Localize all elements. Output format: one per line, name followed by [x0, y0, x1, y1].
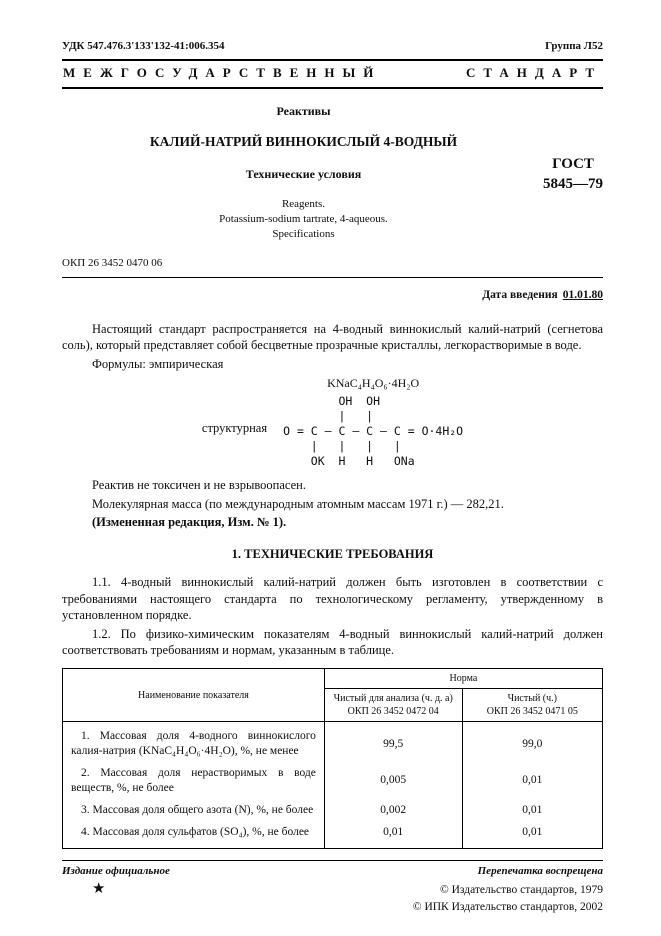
footer-bottom-row [62, 882, 603, 917]
structural-formula-line: OH OH [283, 394, 381, 409]
structural-formula-line: O = C — C — C — C = O·4H₂O [283, 424, 464, 439]
chemical-formula-block [202, 376, 463, 469]
structural-formula-line: | | | | [283, 439, 401, 454]
table-row [63, 763, 603, 800]
analysis-grade-title: Чистый для анализа (ч. д. а) [333, 693, 453, 705]
pure-grade-value: 0,01 [462, 763, 602, 800]
structural-formula-line: OK H H ONa [283, 454, 415, 469]
indicator-name: 4. Массовая доля сульфатов (SO₄), %, не более [63, 822, 325, 848]
date-label: Дата введения [482, 288, 558, 301]
gost-label: ГОСТ [552, 156, 594, 172]
table-row [63, 722, 603, 763]
banner-text: МЕЖГОСУДАРСТВЕННЫЙ СТАНДАРТ [63, 65, 602, 80]
introduction-date [62, 289, 603, 301]
pure-grade-value: 0,01 [462, 822, 602, 848]
pure-grade-title: Чистый (ч.) [507, 693, 557, 705]
copyright-block [413, 882, 603, 917]
clause-1-2: 1.2. По физико-химическим показателям 4-водный виннокислый калий-натрий должен соответствовать требованиям и нормам, указанным в таблице. [62, 626, 603, 658]
structural-formula-label: структурная [201, 421, 268, 436]
structural-formula-line: | | [283, 409, 374, 424]
analysis-grade-value: 0,005 [324, 763, 462, 800]
top-meta-row [62, 40, 603, 52]
english-title [62, 197, 545, 242]
udk-code: УДК 547.476.3'133'132-41:006.354 [62, 40, 225, 52]
pure-grade-value: 0,01 [462, 800, 602, 822]
column-header-name: Наименование показателя [63, 669, 325, 722]
date-value: 01.01.80 [562, 288, 603, 301]
indicator-name: 3. Массовая доля общего азота (N), %, не более [63, 800, 325, 822]
formula-drawing [283, 376, 463, 469]
copyright-2002: © ИПК Издательство стандартов, 2002 [412, 900, 603, 913]
table-row [63, 822, 603, 848]
footer-labels-row [62, 865, 603, 877]
table-row [63, 800, 603, 822]
english-title-line-3: Specifications [272, 227, 335, 240]
pure-grade-okp: ОКП 26 3452 0471 05 [486, 706, 578, 718]
analysis-grade-value: 99,5 [324, 722, 462, 763]
clause-1-1: 1.1. 4-водный виннокислый калий-натрий должен быть изготовлен в соответствии с требованиями настоящего стандарта по технологическому регламенту, утвержденному в установленном порядке. [62, 574, 603, 623]
star-icon: ★ [92, 880, 106, 897]
indicator-name: 1. Массовая доля 4-водного виннокислого калия-натрия (KNaC₄H₄O₆·4H₂O), %, не менее [63, 722, 325, 763]
column-header-norm: Норма [324, 669, 602, 689]
scope-paragraph: Настоящий стандарт распространяется на 4-водный виннокислый калий-натрий (сегнетова соль), который представляет собой бесцветные прозрачные кристаллы, легкорастворимые в воде. [62, 321, 603, 353]
gost-number: 5845—79 [543, 176, 603, 193]
specifications-table [62, 668, 603, 849]
section-label: Реактивы [276, 104, 331, 118]
english-title-line-1: Reagents. [281, 198, 326, 210]
document-title: КАЛИЙ-НАТРИЙ ВИННОКИСЛЫЙ 4-ВОДНЫЙ [149, 134, 458, 149]
indicator-name: 2. Массовая доля нерастворимых в воде веществ, %, не более [63, 763, 325, 800]
group-code: Группа Л52 [545, 40, 603, 52]
document-subtitle: Технические условия [245, 167, 362, 181]
reprint-prohibited-label: Перепечатка воспрещена [477, 864, 603, 877]
empirical-formula: KNaC₄H₄O₆·4H₂O [327, 376, 420, 391]
official-edition-label: Издание официальное [62, 864, 170, 877]
analysis-grade-value: 0,01 [324, 822, 462, 848]
analysis-grade-value: 0,002 [324, 800, 462, 822]
structural-formula [283, 394, 463, 469]
table-header-row-1 [63, 669, 603, 689]
revision-note: (Измененная редакция, Изм. № 1). [92, 515, 287, 530]
formulas-label: Формулы: эмпирическая [92, 356, 224, 371]
footer-divider [62, 860, 603, 861]
header-divider [62, 277, 603, 278]
gost-designation [543, 154, 603, 195]
column-header-analysis-grade [324, 689, 462, 722]
analysis-grade-okp: ОКП 26 3452 0472 04 [347, 706, 439, 718]
toxicity-note: Реактив не токсичен и не взрывоопасен. [92, 478, 306, 493]
section-1-heading: 1. ТЕХНИЧЕСКИЕ ТРЕБОВАНИЯ [231, 546, 434, 561]
pure-grade-value: 99,0 [462, 722, 602, 763]
molecular-mass-note: Молекулярная масса (по международным атомным массам 1971 г.) — 282,21. [92, 496, 504, 511]
column-header-pure-grade [462, 689, 602, 722]
english-title-line-2: Potassium-sodium tartrate, 4-aqueous. [219, 212, 388, 225]
title-block [62, 104, 603, 242]
copyright-1979: © Издательство стандартов, 1979 [439, 883, 603, 896]
standard-type-banner [62, 59, 603, 89]
okp-code: ОКП 26 3452 0470 06 [62, 256, 163, 269]
